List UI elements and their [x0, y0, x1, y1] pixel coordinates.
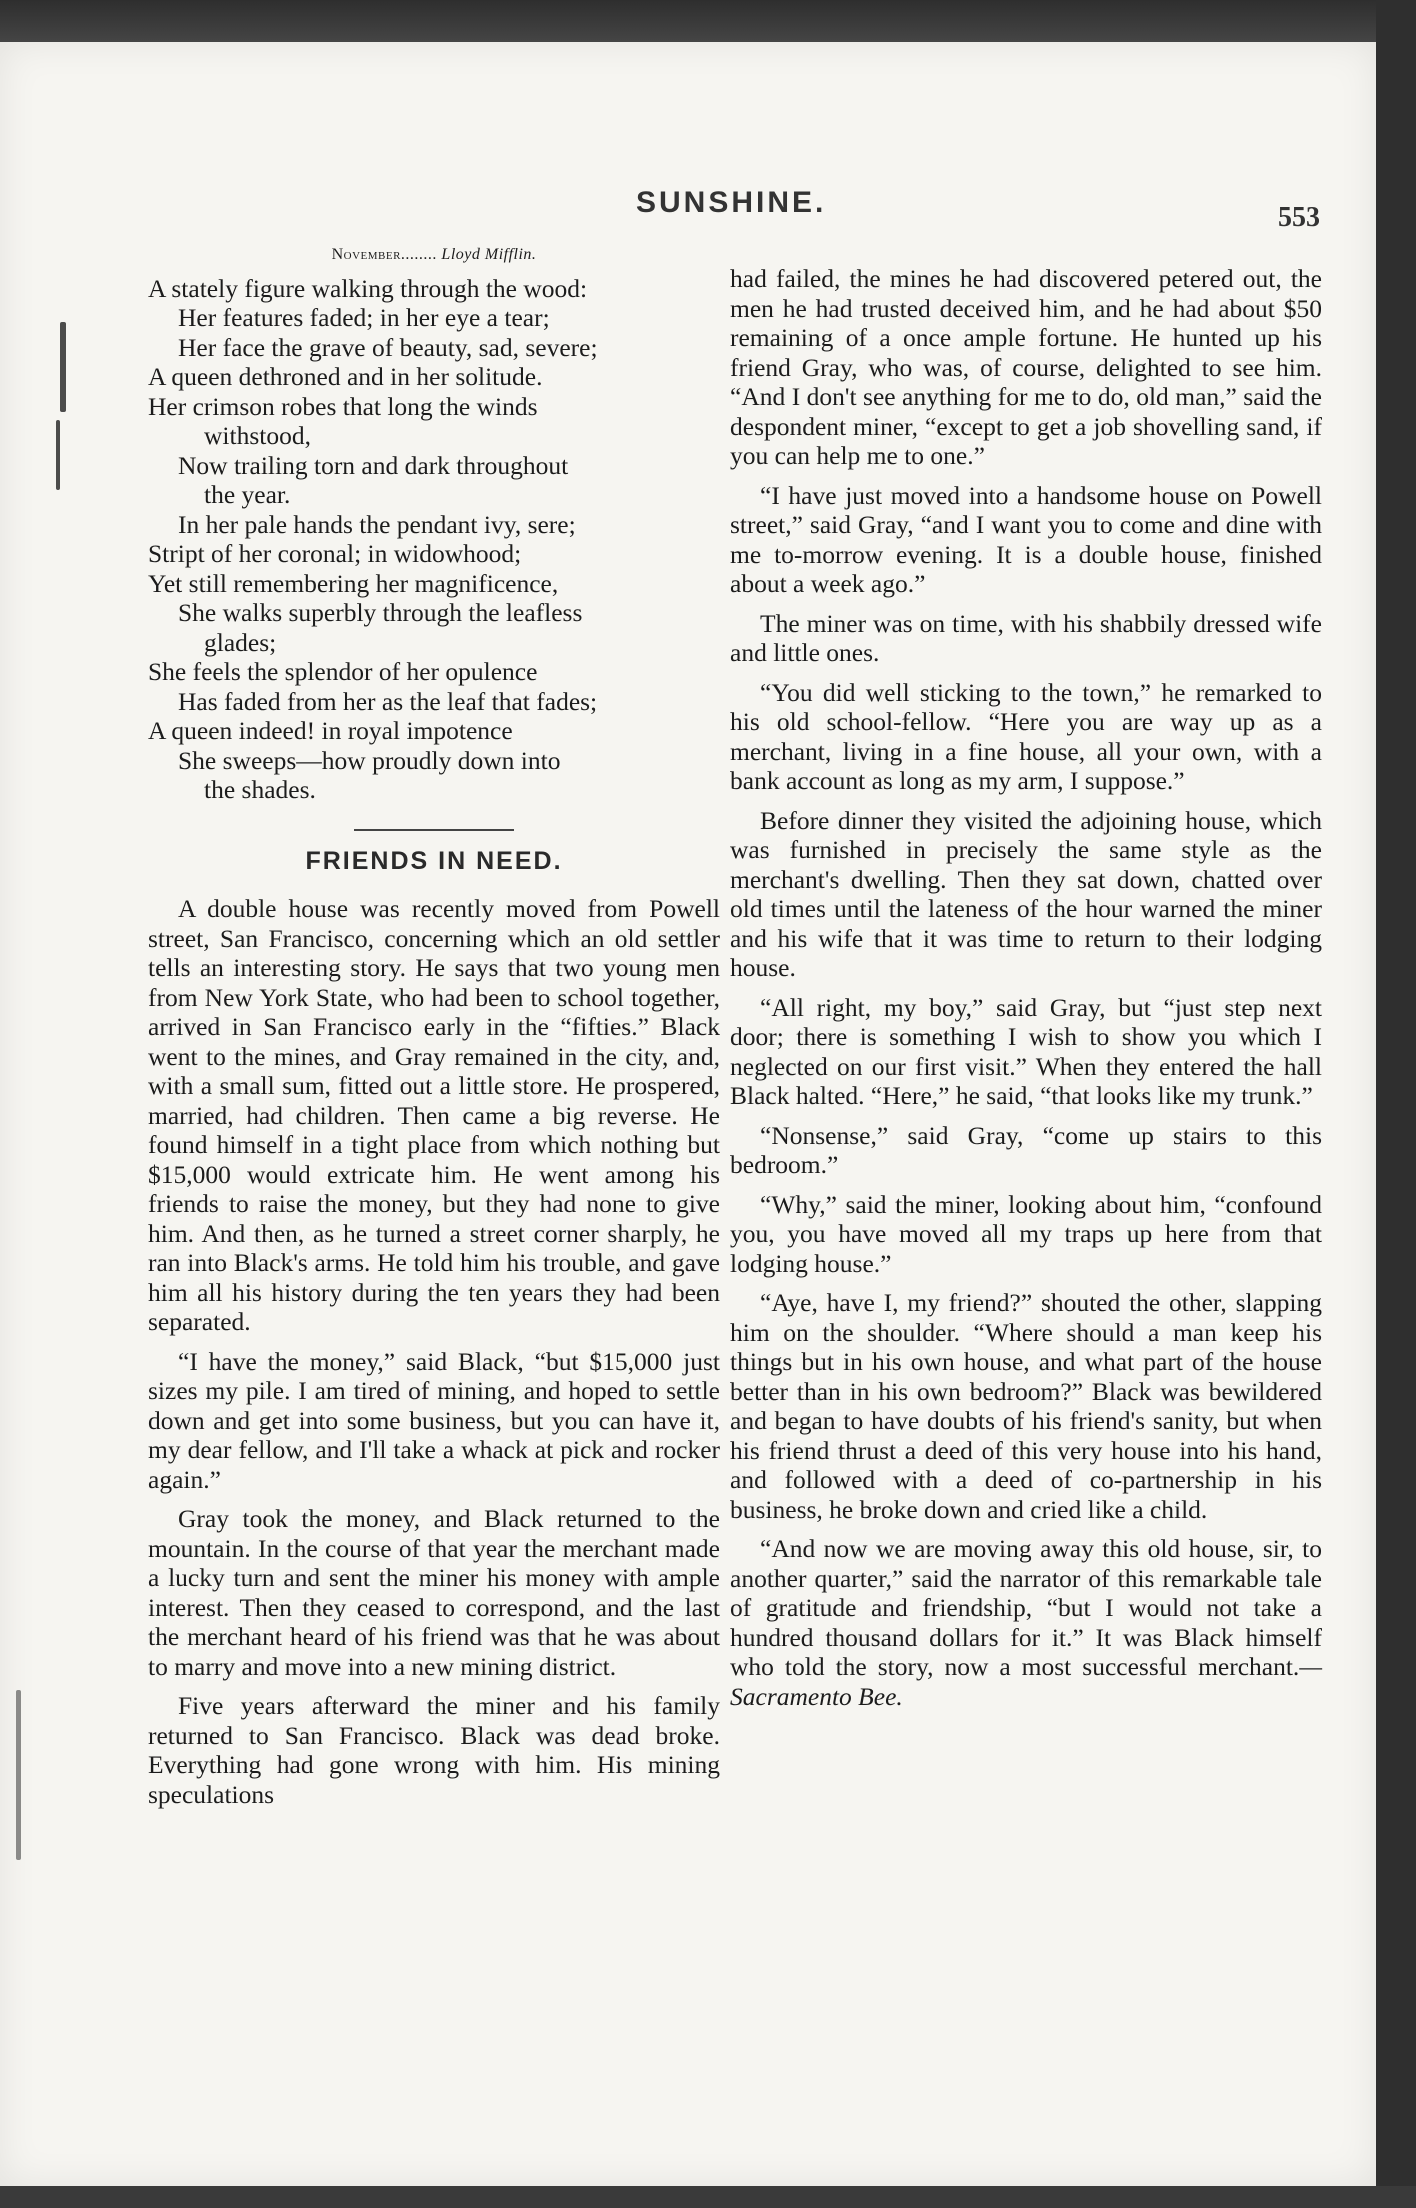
margin-mark — [56, 420, 60, 490]
article-paragraph: “Nonsense,” said Gray, “come up stairs to this bedroom.” — [730, 1120, 1322, 1179]
poem-line: She feels the splendor of her opulence — [148, 657, 538, 686]
article-final-paragraph — [730, 1534, 1322, 1711]
poem-line: glades; — [204, 627, 277, 657]
article-paragraph-continued: had failed, the mines he had discovered petered out, the men he had trusted deceived him, and he had about $50 remaining of a once ample fortune. He hunted up his friend Gray, who was, of course, delighted to see him. “And I don't see anything for me to do, old man,” said the despondent miner, “except to get a job shovelling sand, if you can help me to one.” — [730, 264, 1322, 470]
article-paragraph: Gray took the money, and Black returned to the mountain. In the course of that year the merchant made a lucky turn and sent the miner his money with ample interest. Then they ceased to correspond, and the last the merchant heard of his friend was that he was about to marry and move into a new mining district. — [148, 1504, 720, 1681]
section-divider — [354, 829, 514, 831]
article-paragraph: Before dinner they visited the adjoining house, which was furnished in precisely the same style as the merchant's dwelling. Then they sat down, chatted over old times until the lateness of the hour warned the miner and his wife that it was time to return to their lodging house. — [730, 805, 1322, 982]
article-paragraph: “Why,” said the miner, looking about him, “confound you, you have moved all my traps up here from that lodging house.” — [730, 1189, 1322, 1278]
left-column — [148, 240, 720, 1819]
article-paragraph: A double house was recently moved from Powell street, San Francisco, concerning which an old settler tells an interesting story. He says that two young men from New York State, who had been to school together, arrived in San Francisco early in the “fifties.” Black went to the mines, and Gray remained in the city, and, with a small sum, fitted out a little store. He prospered, married, had children. Then came a big reverse. He found himself in a tight place from which nothing but $15,000 would extricate him. He went among his friends to raise the money, but they had none to give him. And then, as he turned a street corner sharply, he ran into Black's arms. He told him his trouble, and gave him all his history during the ten years they had been separated. — [148, 894, 720, 1336]
poem-line: She walks superbly through the leafless — [178, 598, 583, 627]
poem-line: the shades. — [204, 775, 316, 804]
article-paragraph: “Aye, have I, my friend?” shouted the other, slapping him on the shoulder. “Where should a man keep his things but in his own house, and what part of the house better than in his own bedroom?” Black was bewildered and began to have doubts of his friend's sanity, but when his friend thrust a deed of this very house into his hand, and followed with a deed of co-partnership in his business, he broke down and cried like a child. — [730, 1288, 1322, 1524]
poem-line: A stately figure walking through the wood: — [148, 273, 588, 303]
poem-line: the year. — [204, 480, 291, 509]
article-paragraph: “I have just moved into a handsome house on Powell street,” said Gray, “and I want you to come and dine with me to-morrow evening. It is a double house, finished about a week ago.” — [730, 480, 1322, 598]
article-paragraph: The miner was on time, with his shabbily dressed wife and little ones. — [730, 608, 1322, 667]
scan-right-border — [1376, 0, 1416, 2208]
poem-author: Lloyd Mifflin. — [441, 246, 537, 263]
poem-line: Yet still remembering her magnificence, — [148, 568, 559, 598]
article-paragraph: “I have the money,” said Black, “but $15,000 just sizes my pile. I am tired of mining, and hoped to settle down and get into some business, but you can have it, my dear fellow, and I'll take a whack at pick and rocker again.” — [148, 1346, 720, 1494]
poem-line: Now trailing torn and dark throughout — [178, 450, 569, 480]
running-header-title: SUNSHINE. — [636, 186, 827, 219]
poem-line: Her features faded; in her eye a tear; — [178, 303, 550, 332]
poem-line: She sweeps—how proudly down into — [178, 745, 561, 775]
margin-mark — [60, 322, 66, 412]
poem-line: Her crimson robes that long the winds — [148, 391, 538, 421]
article-paragraph: “All right, my boy,” said Gray, but “just step next door; there is something I wish to show you which I neglected on our first visit.” When they entered the hall Black halted. “Here,” he said, “that looks like my trunk.” — [730, 992, 1322, 1110]
final-paragraph-text: “And now we are moving away this old house, sir, to another quarter,” said the narrator of this remarkable tale of gratitude and friendship, “but I would not take a hundred thousand dollars for it.” It was Black himself who told the story, now a most successful merchant. — [730, 1534, 1322, 1681]
article-source: —Sacramento Bee. — [730, 1652, 1322, 1711]
poem-line: Has faded from her as the leaf that fades; — [178, 686, 598, 716]
poem-month: November — [331, 246, 401, 263]
page-number: 553 — [1278, 202, 1320, 233]
poem-credit-dots: ........ — [400, 246, 437, 263]
poem-line: Stript of her coronal; in widowhood; — [148, 539, 522, 568]
article-paragraph: Five years afterward the miner and his family returned to San Francisco. Black was dead broke. Everything had gone wrong with him. His mining speculations — [148, 1691, 720, 1809]
right-column — [730, 264, 1322, 1721]
poem — [148, 274, 720, 805]
article-paragraph: “You did well sticking to the town,” he remarked to his old school-fellow. “Here you are way up as a merchant, living in a fine house, all your own, with a bank account as long as my arm, I suppose.” — [730, 677, 1322, 795]
poem-credit — [148, 240, 720, 270]
poem-line: In her pale hands the pendant ivy, sere; — [178, 509, 576, 539]
poem-line: A queen indeed! in royal impotence — [148, 716, 513, 745]
poem-line: Her face the grave of beauty, sad, severe; — [178, 332, 598, 362]
poem-line: withstood, — [204, 421, 311, 450]
scan-bottom-border — [0, 2186, 1416, 2208]
margin-mark — [16, 1690, 21, 1860]
poem-line: A queen dethroned and in her solitude. — [148, 362, 543, 391]
article-title: FRIENDS IN NEED. — [305, 846, 563, 875]
